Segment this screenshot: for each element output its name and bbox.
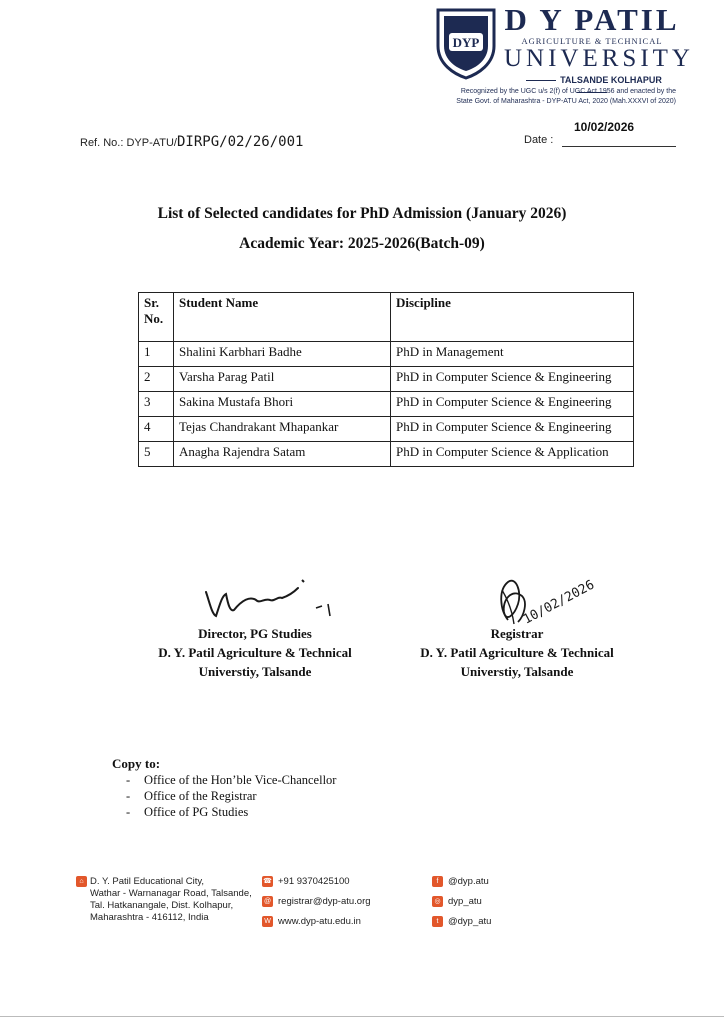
date-underline	[562, 146, 676, 147]
document-title: List of Selected candidates for PhD Admission (January 2026)	[157, 205, 567, 222]
cell-sr: 4	[139, 417, 174, 442]
cell-name: Shalini Karbhari Badhe	[174, 342, 391, 367]
university-name-line2: AGRICULTURE & TECHNICAL	[521, 36, 663, 46]
instagram-icon: ◎	[432, 896, 443, 907]
header-sr-no: Sr. No.	[139, 293, 174, 342]
cell-name: Sakina Mustafa Bhori	[174, 392, 391, 417]
page-bottom-edge	[0, 1016, 724, 1017]
footer-social	[432, 876, 491, 936]
list-item: - Office of PG Studies	[126, 804, 336, 820]
cell-discipline: PhD in Computer Science & Engineering	[391, 367, 634, 392]
ref-handwritten: DIRPG/02/26/001	[177, 134, 304, 150]
table-row	[139, 442, 634, 467]
recognition-statement: Recognized by the UGC u/s 2(f) of UGC Act 1956 and enacted by the State Govt. of Maharashtra - DYP-ATU Act, 2020 (Mah.XXXVI of 2020)	[456, 88, 676, 105]
director-org-line1: D. Y. Patil Agriculture & Technical	[158, 645, 352, 660]
director-title: Director, PG Studies	[198, 626, 312, 641]
footer-twitter[interactable]: t @dyp_atu	[432, 916, 491, 928]
registrar-title: Registrar	[490, 626, 544, 641]
logo-text: DYP	[452, 35, 480, 50]
list-item: - Office of the Hon’ble Vice-Chancellor	[126, 772, 336, 788]
director-signature	[198, 574, 348, 624]
email-icon: @	[263, 898, 272, 906]
registrar-org-line1: D. Y. Patil Agriculture & Technical	[420, 645, 614, 660]
table-row	[139, 367, 634, 392]
cell-discipline: PhD in Computer Science & Engineering	[391, 392, 634, 417]
cell-name: Tejas Chandrakant Mhapankar	[174, 417, 391, 442]
registrar-org-line2: Universtiy, Talsande	[460, 664, 574, 679]
cell-discipline: PhD in Management	[391, 342, 634, 367]
university-name-line3: UNIVERSITY	[504, 45, 694, 72]
university-name	[504, 2, 694, 98]
list-item: - Office of the Registrar	[126, 788, 336, 804]
header-discipline: Discipline	[391, 293, 634, 342]
globe-icon: W	[262, 916, 273, 927]
twitter-icon: t	[432, 916, 443, 927]
university-logo	[434, 6, 498, 80]
cell-sr: 2	[139, 367, 174, 392]
cell-discipline: PhD in Computer Science & Engineering	[391, 417, 634, 442]
reference-number	[80, 134, 303, 150]
footer-facebook[interactable]: f @dyp.atu	[432, 876, 491, 888]
facebook-icon: f	[432, 876, 443, 887]
footer-website[interactable]: W www.dyp-atu.edu.in	[262, 916, 371, 928]
registrar-signature-date: 10/02/2026	[520, 577, 597, 628]
footer-address: ⌂ D. Y. Patil Educational City, Wathar - Warnanagar Road, Talsande, Tal. Hatkanangale, Dist. Kolhapur, Maharashtra - 416112, India	[76, 876, 266, 924]
phone-icon: ☎	[263, 878, 272, 885]
director-org-line2: Universtiy, Talsande	[198, 664, 312, 679]
university-name-line1: D Y PATIL	[504, 2, 680, 37]
ref-prefix: DYP-ATU/	[126, 137, 177, 149]
footer-phone: ☎ +91 9370425100	[263, 876, 350, 888]
cell-name: Varsha Parag Patil	[174, 367, 391, 392]
cell-sr: 3	[139, 392, 174, 417]
cell-discipline: PhD in Computer Science & Application	[391, 442, 634, 467]
footer-instagram[interactable]: ◎ dyp_atu	[432, 896, 491, 908]
copy-to-title: Copy to:	[112, 756, 161, 771]
footer-email[interactable]: @ registrar@dyp-atu.org	[263, 896, 371, 908]
table-row	[139, 392, 634, 417]
ref-label: Ref. No.:	[80, 137, 124, 149]
university-location: TALSANDE KOLHAPUR	[504, 74, 680, 98]
date-label: Date :	[524, 134, 554, 146]
director-block	[130, 624, 380, 681]
table-row	[139, 417, 634, 442]
cell-sr: 5	[139, 442, 174, 467]
cell-sr: 1	[139, 342, 174, 367]
date-value: 10/02/2026	[574, 120, 635, 134]
footer-contact	[262, 876, 371, 936]
table-row	[139, 342, 634, 367]
cell-name: Anagha Rajendra Satam	[174, 442, 391, 467]
table-header-row	[139, 293, 634, 342]
location-icon: ⌂	[76, 876, 87, 887]
copy-to-list	[126, 772, 336, 820]
header-student-name: Student Name	[174, 293, 391, 342]
registrar-block	[406, 624, 628, 681]
academic-year: Academic Year: 2025-2026(Batch-09)	[239, 235, 485, 252]
selected-candidates-table	[138, 292, 634, 467]
